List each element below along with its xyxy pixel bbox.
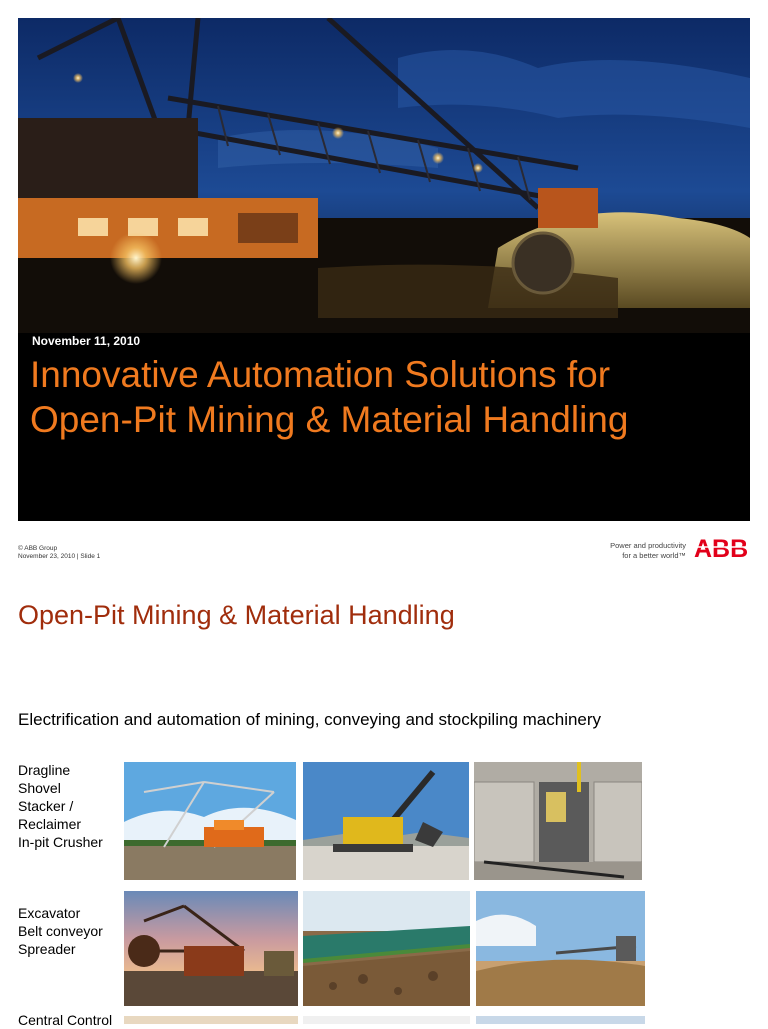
belt-conveyor-photo: [303, 891, 470, 1006]
central-control-photo-1: [124, 1016, 298, 1024]
copyright-text: © ABB Group: [18, 545, 58, 552]
list-item: Dragline: [18, 762, 71, 778]
list-item: Central Control: [18, 1012, 113, 1028]
central-control-photo-2: [303, 1016, 470, 1024]
shovel-photo: [303, 762, 469, 880]
tagline-line-1: Power and productivity: [610, 541, 686, 550]
list-item: Stacker /: [18, 798, 74, 814]
slide-footer-copyright: [18, 545, 100, 560]
list-item: Excavator: [18, 905, 81, 921]
list-item: Shovel: [18, 780, 61, 796]
title-line-2: Open-Pit Mining & Material Handling: [30, 399, 629, 440]
machinery-list-group-3: [18, 1011, 112, 1029]
spreader-photo: [476, 891, 645, 1006]
machinery-list-group-2: [18, 904, 103, 958]
abb-tagline: [580, 541, 686, 561]
machinery-list-group-1: [18, 761, 103, 851]
title-line-1: Innovative Automation Solutions for: [30, 354, 611, 395]
abb-logo: [694, 536, 750, 560]
list-item: Spreader: [18, 941, 76, 957]
tagline-line-2: for a better world™: [622, 551, 686, 560]
in-pit-crusher-photo: [474, 762, 642, 880]
section-subtitle: Electrification and automation of mining, conveying and stockpiling machinery: [18, 710, 602, 729]
abb-logo-text: ABB: [694, 536, 749, 560]
list-item: Belt conveyor: [18, 923, 103, 939]
list-item: In-pit Crusher: [18, 834, 103, 850]
title-slide: [18, 18, 750, 521]
section-title: Open-Pit Mining & Material Handling: [18, 600, 455, 630]
list-item: Reclaimer: [18, 816, 82, 832]
bucket-wheel-excavator-night-photo: [18, 18, 750, 333]
excavator-photo: [124, 891, 298, 1006]
presentation-title: [30, 352, 745, 442]
central-control-photo-3: [476, 1016, 645, 1024]
dragline-photo: [124, 762, 296, 880]
presentation-date: November 11, 2010: [32, 334, 141, 348]
slide-info-text: November 23, 2010 | Slide 1: [18, 552, 101, 560]
